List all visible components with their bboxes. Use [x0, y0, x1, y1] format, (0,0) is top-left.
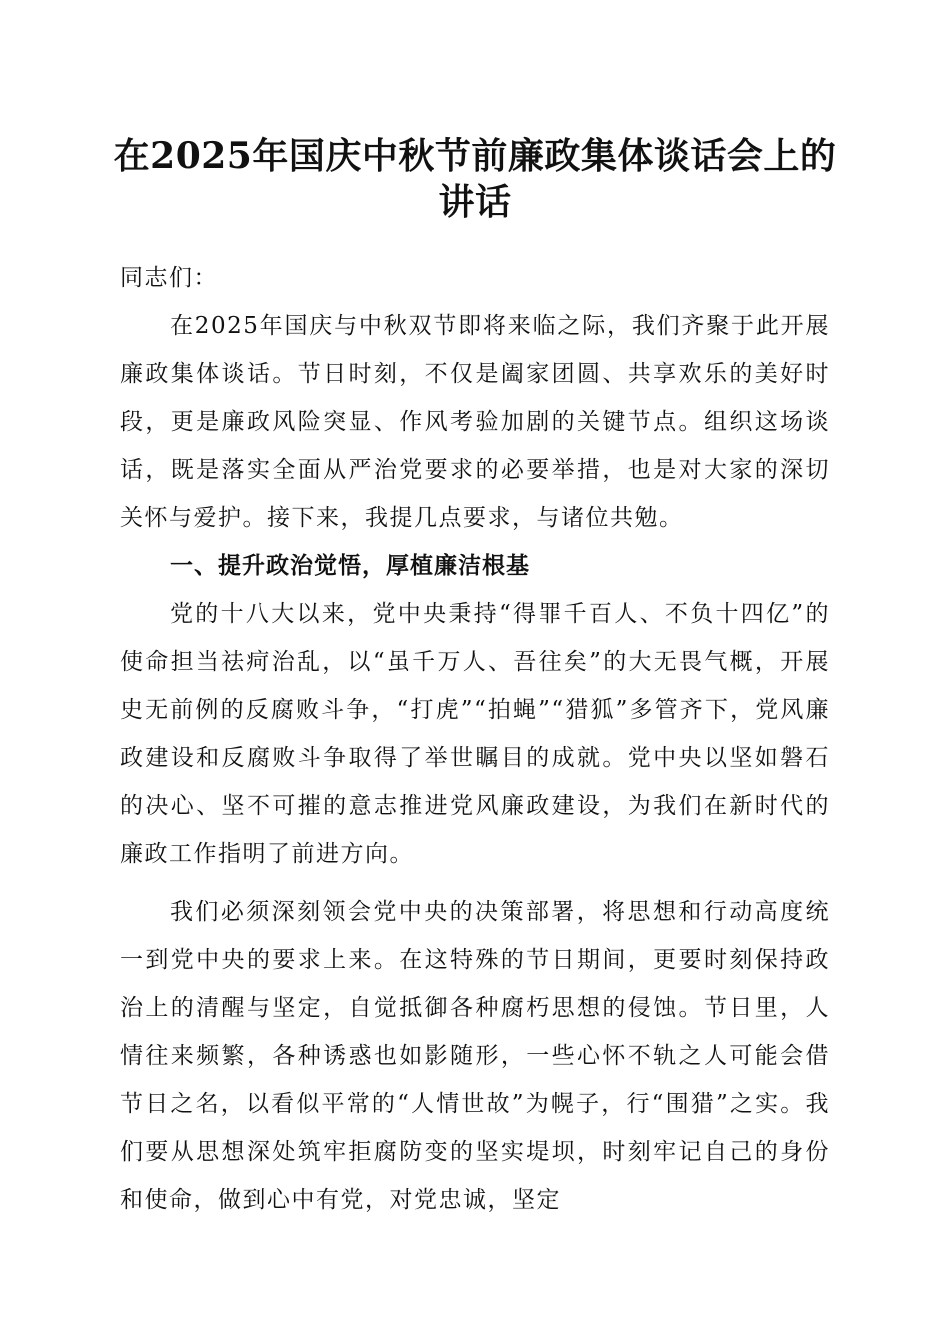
paragraph-intro: 在2025年国庆与中秋双节即将来临之际，我们齐聚于此开展廉政集体谈话。节日时刻，不仅是阖家团圆、共享欢乐的美好时段，更是廉政风险突显、作风考验加剧的关键节点。组织这场谈话，既是落实全面从严治党要求的必要举措，也是对大家的深切关怀与爱护。接下来，我提几点要求，与诸位共勉。 [120, 313, 830, 531]
document-title [100, 133, 850, 225]
section-heading-1: 一、提升政治觉悟，厚植廉洁根基 [170, 553, 530, 579]
title-line-1: 在2025年国庆中秋节前廉政集体谈话会上的 [113, 135, 837, 177]
document-body [120, 254, 830, 1224]
paragraph-section1-2: 我们必须深刻领会党中央的决策部署，将思想和行动高度统一到党中央的要求上来。在这特殊的节日期间，更要时刻保持政治上的清醒与坚定，自觉抵御各种腐朽思想的侵蚀。节日里，人情往来频繁，各种诱惑也如影随形，一些心怀不轨之人可能会借节日之名，以看似平常的“人情世故”为幌子，行“围猎”之实。我们要从思想深处筑牢拒腐防变的坚实堤坝，时刻牢记自己的身份和使命，做到心中有党，对党忠诚，坚定 [120, 899, 830, 1213]
salutation: 同志们： [120, 265, 218, 291]
paragraph-section1-1: 党的十八大以来，党中央秉持“得罪千百人、不负十四亿”的使命担当祛疴治乱，以“虽千万人、吾往矣”的大无畏气概，开展史无前例的反腐败斗争，“打虎”“拍蝇”“猎狐”多管齐下，党风廉政建设和反腐败斗争取得了举世瞩目的成就。党中央以坚如磐石的决心、坚不可摧的意志推进党风廉政建设，为我们在新时代的廉政工作指明了前进方向。 [120, 601, 830, 867]
title-line-2: 讲话 [438, 181, 512, 223]
